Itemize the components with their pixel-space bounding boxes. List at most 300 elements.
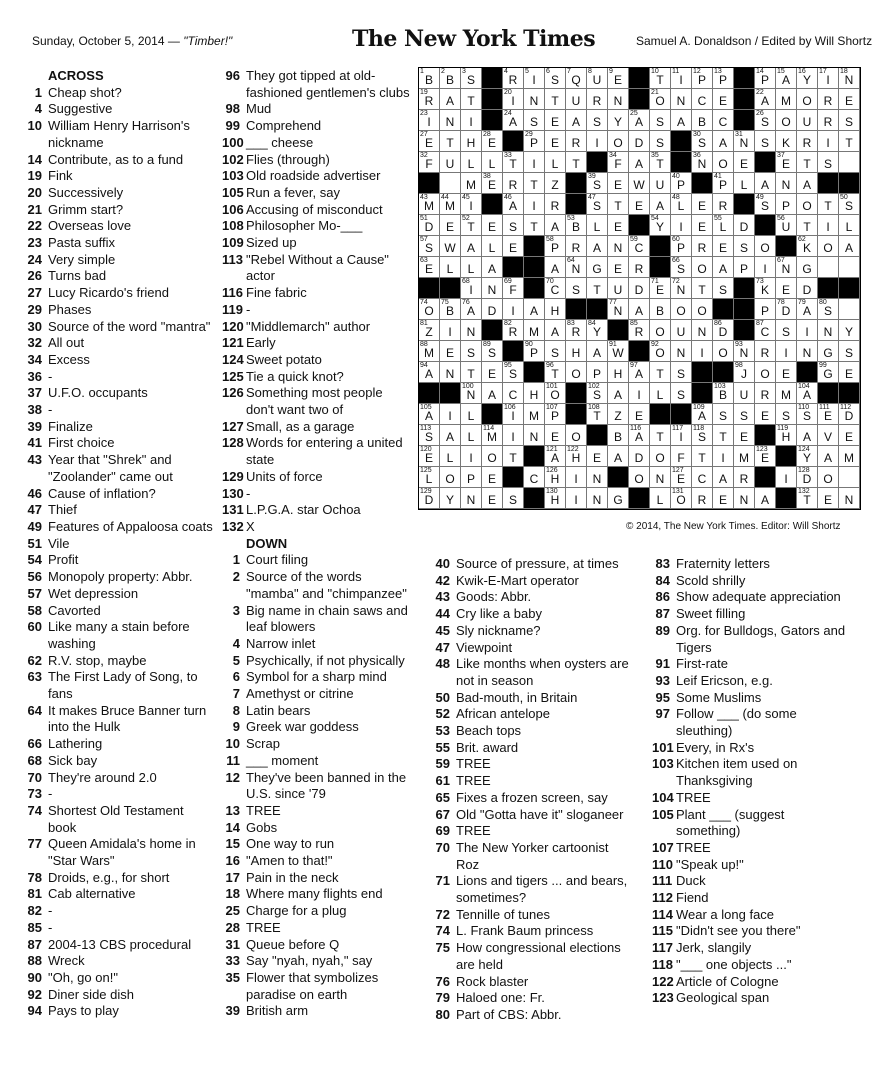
grid-cell[interactable] xyxy=(482,341,503,362)
grid-cell[interactable] xyxy=(608,404,629,425)
grid-cell[interactable] xyxy=(461,257,482,278)
grid-cell[interactable] xyxy=(482,446,503,467)
grid-cell[interactable] xyxy=(629,110,650,131)
grid-cell[interactable] xyxy=(482,257,503,278)
grid-cell[interactable] xyxy=(818,299,839,320)
grid-cell[interactable] xyxy=(692,194,713,215)
grid-cell[interactable] xyxy=(461,89,482,110)
grid-cell[interactable] xyxy=(524,467,545,488)
grid-cell[interactable] xyxy=(797,257,818,278)
grid-cell[interactable] xyxy=(629,299,650,320)
clue-item[interactable] xyxy=(24,836,214,869)
grid-cell[interactable] xyxy=(839,68,860,89)
grid-cell[interactable] xyxy=(524,215,545,236)
clue-item[interactable] xyxy=(652,589,852,606)
clue-item[interactable] xyxy=(652,974,852,991)
grid-cell[interactable] xyxy=(839,467,860,488)
grid-cell[interactable] xyxy=(440,152,461,173)
grid-cell[interactable] xyxy=(797,299,818,320)
grid-cell[interactable] xyxy=(671,215,692,236)
clue-item[interactable] xyxy=(652,940,852,957)
grid-cell[interactable] xyxy=(671,425,692,446)
clue-item[interactable] xyxy=(24,619,214,652)
grid-cell[interactable] xyxy=(713,89,734,110)
grid-cell[interactable] xyxy=(524,320,545,341)
grid-cell[interactable] xyxy=(524,173,545,194)
grid-cell[interactable] xyxy=(692,467,713,488)
clue-item[interactable] xyxy=(222,135,412,152)
grid-cell[interactable] xyxy=(482,215,503,236)
grid-cell[interactable] xyxy=(839,362,860,383)
grid-cell[interactable] xyxy=(818,131,839,152)
grid-cell[interactable] xyxy=(839,425,860,446)
clue-item[interactable] xyxy=(652,857,852,874)
grid-cell[interactable] xyxy=(797,467,818,488)
clue-item[interactable] xyxy=(24,402,214,419)
grid-cell[interactable] xyxy=(545,236,566,257)
clue-item[interactable] xyxy=(432,823,632,840)
grid-cell[interactable] xyxy=(587,446,608,467)
grid-cell[interactable] xyxy=(650,194,671,215)
grid-cell[interactable] xyxy=(692,89,713,110)
grid-cell[interactable] xyxy=(545,362,566,383)
grid-cell[interactable] xyxy=(461,383,482,404)
clue-item[interactable] xyxy=(432,623,632,640)
grid-cell[interactable] xyxy=(776,110,797,131)
clue-item[interactable] xyxy=(652,957,852,974)
grid-cell[interactable] xyxy=(545,131,566,152)
grid-cell[interactable] xyxy=(566,68,587,89)
grid-cell[interactable] xyxy=(524,68,545,89)
grid-cell[interactable] xyxy=(692,131,713,152)
grid-cell[interactable] xyxy=(503,236,524,257)
clue-item[interactable] xyxy=(652,623,852,656)
grid-cell[interactable] xyxy=(503,215,524,236)
grid-cell[interactable] xyxy=(671,488,692,509)
grid-cell[interactable] xyxy=(419,236,440,257)
grid-cell[interactable] xyxy=(629,257,650,278)
grid-cell[interactable] xyxy=(650,215,671,236)
grid-cell[interactable] xyxy=(776,320,797,341)
clue-item[interactable] xyxy=(24,101,214,118)
grid-cell[interactable] xyxy=(671,320,692,341)
grid-cell[interactable] xyxy=(461,110,482,131)
grid-cell[interactable] xyxy=(818,89,839,110)
grid-cell[interactable] xyxy=(650,425,671,446)
clue-item[interactable] xyxy=(222,168,412,185)
grid-cell[interactable] xyxy=(524,299,545,320)
grid-cell[interactable] xyxy=(818,257,839,278)
grid-cell[interactable] xyxy=(608,425,629,446)
grid-cell[interactable] xyxy=(440,425,461,446)
grid-cell[interactable] xyxy=(566,446,587,467)
grid-cell[interactable] xyxy=(776,299,797,320)
clue-item[interactable] xyxy=(24,770,214,787)
clue-item[interactable] xyxy=(222,469,412,486)
grid-cell[interactable] xyxy=(797,89,818,110)
grid-cell[interactable] xyxy=(713,404,734,425)
grid-cell[interactable] xyxy=(755,446,776,467)
clue-item[interactable] xyxy=(652,706,852,739)
grid-cell[interactable] xyxy=(650,488,671,509)
clue-item[interactable] xyxy=(24,603,214,620)
grid-cell[interactable] xyxy=(818,425,839,446)
grid-cell[interactable] xyxy=(692,236,713,257)
grid-cell[interactable] xyxy=(755,110,776,131)
grid-cell[interactable] xyxy=(608,215,629,236)
grid-cell[interactable] xyxy=(566,110,587,131)
grid-cell[interactable] xyxy=(713,488,734,509)
grid-cell[interactable] xyxy=(461,173,482,194)
grid-cell[interactable] xyxy=(818,362,839,383)
grid-cell[interactable] xyxy=(818,194,839,215)
grid-cell[interactable] xyxy=(839,446,860,467)
grid-cell[interactable] xyxy=(797,446,818,467)
grid-cell[interactable] xyxy=(608,278,629,299)
grid-cell[interactable] xyxy=(650,320,671,341)
grid-cell[interactable] xyxy=(503,404,524,425)
clue-item[interactable] xyxy=(24,369,214,386)
grid-cell[interactable] xyxy=(545,68,566,89)
clue-item[interactable] xyxy=(432,706,632,723)
clue-item[interactable] xyxy=(222,719,412,736)
grid-cell[interactable] xyxy=(650,110,671,131)
grid-cell[interactable] xyxy=(440,173,461,194)
clue-item[interactable] xyxy=(24,669,214,702)
grid-cell[interactable] xyxy=(671,110,692,131)
grid-cell[interactable] xyxy=(839,299,860,320)
grid-cell[interactable] xyxy=(629,383,650,404)
clue-item[interactable] xyxy=(222,903,412,920)
grid-cell[interactable] xyxy=(503,152,524,173)
grid-cell[interactable] xyxy=(713,446,734,467)
grid-cell[interactable] xyxy=(461,362,482,383)
grid-cell[interactable] xyxy=(419,131,440,152)
grid-cell[interactable] xyxy=(566,320,587,341)
grid-cell[interactable] xyxy=(797,194,818,215)
grid-cell[interactable] xyxy=(629,467,650,488)
grid-cell[interactable] xyxy=(524,110,545,131)
grid-cell[interactable] xyxy=(692,299,713,320)
clue-item[interactable] xyxy=(24,302,214,319)
grid-cell[interactable] xyxy=(524,131,545,152)
clue-item[interactable] xyxy=(222,937,412,954)
grid-cell[interactable] xyxy=(650,299,671,320)
grid-cell[interactable] xyxy=(797,173,818,194)
crossword-grid[interactable] xyxy=(418,67,861,510)
grid-cell[interactable] xyxy=(629,425,650,446)
grid-cell[interactable] xyxy=(671,173,692,194)
clue-item[interactable] xyxy=(222,385,412,418)
grid-cell[interactable] xyxy=(797,236,818,257)
grid-cell[interactable] xyxy=(713,68,734,89)
clue-item[interactable] xyxy=(24,502,214,519)
grid-cell[interactable] xyxy=(713,278,734,299)
grid-cell[interactable] xyxy=(545,425,566,446)
clue-item[interactable] xyxy=(24,552,214,569)
grid-cell[interactable] xyxy=(461,299,482,320)
clue-item[interactable] xyxy=(222,920,412,937)
grid-cell[interactable] xyxy=(503,446,524,467)
clue-item[interactable] xyxy=(222,319,412,336)
grid-cell[interactable] xyxy=(734,341,755,362)
grid-cell[interactable] xyxy=(713,194,734,215)
clue-item[interactable] xyxy=(24,202,214,219)
grid-cell[interactable] xyxy=(419,89,440,110)
grid-cell[interactable] xyxy=(629,278,650,299)
grid-cell[interactable] xyxy=(482,425,503,446)
grid-cell[interactable] xyxy=(797,215,818,236)
grid-cell[interactable] xyxy=(503,194,524,215)
grid-cell[interactable] xyxy=(818,404,839,425)
clue-item[interactable] xyxy=(222,669,412,686)
clue-item[interactable] xyxy=(222,1003,412,1020)
grid-cell[interactable] xyxy=(692,320,713,341)
grid-cell[interactable] xyxy=(755,404,776,425)
grid-cell[interactable] xyxy=(461,131,482,152)
grid-cell[interactable] xyxy=(566,341,587,362)
grid-cell[interactable] xyxy=(776,68,797,89)
clue-item[interactable] xyxy=(432,723,632,740)
clue-item[interactable] xyxy=(652,690,852,707)
grid-cell[interactable] xyxy=(482,152,503,173)
clue-item[interactable] xyxy=(24,235,214,252)
grid-cell[interactable] xyxy=(503,68,524,89)
grid-cell[interactable] xyxy=(629,446,650,467)
grid-cell[interactable] xyxy=(587,320,608,341)
clue-item[interactable] xyxy=(222,803,412,820)
clue-item[interactable] xyxy=(24,519,214,536)
grid-cell[interactable] xyxy=(587,257,608,278)
grid-cell[interactable] xyxy=(545,257,566,278)
grid-cell[interactable] xyxy=(440,110,461,131)
clue-item[interactable] xyxy=(24,419,214,436)
grid-cell[interactable] xyxy=(524,404,545,425)
grid-cell[interactable] xyxy=(755,173,776,194)
grid-cell[interactable] xyxy=(755,299,776,320)
clue-item[interactable] xyxy=(24,1003,214,1020)
grid-cell[interactable] xyxy=(671,194,692,215)
clue-item[interactable] xyxy=(432,807,632,824)
grid-cell[interactable] xyxy=(608,446,629,467)
grid-cell[interactable] xyxy=(587,110,608,131)
grid-cell[interactable] xyxy=(482,278,503,299)
clue-item[interactable] xyxy=(24,352,214,369)
grid-cell[interactable] xyxy=(482,383,503,404)
grid-cell[interactable] xyxy=(503,173,524,194)
clue-item[interactable] xyxy=(222,853,412,870)
grid-cell[interactable] xyxy=(713,320,734,341)
grid-cell[interactable] xyxy=(587,131,608,152)
grid-cell[interactable] xyxy=(692,404,713,425)
grid-cell[interactable] xyxy=(566,278,587,299)
grid-cell[interactable] xyxy=(797,383,818,404)
grid-cell[interactable] xyxy=(587,194,608,215)
clue-item[interactable] xyxy=(652,606,852,623)
clue-item[interactable] xyxy=(222,419,412,436)
clue-item[interactable] xyxy=(222,118,412,135)
clue-item[interactable] xyxy=(432,656,632,689)
grid-cell[interactable] xyxy=(755,194,776,215)
clue-item[interactable] xyxy=(222,753,412,770)
grid-cell[interactable] xyxy=(671,257,692,278)
clue-item[interactable] xyxy=(222,970,412,1003)
clue-item[interactable] xyxy=(222,335,412,352)
clue-item[interactable] xyxy=(24,870,214,887)
grid-cell[interactable] xyxy=(419,68,440,89)
clue-item[interactable] xyxy=(24,786,214,803)
clue-item[interactable] xyxy=(24,586,214,603)
grid-cell[interactable] xyxy=(797,320,818,341)
grid-cell[interactable] xyxy=(650,278,671,299)
clue-item[interactable] xyxy=(222,252,412,285)
grid-cell[interactable] xyxy=(650,131,671,152)
grid-cell[interactable] xyxy=(776,257,797,278)
grid-cell[interactable] xyxy=(440,194,461,215)
grid-cell[interactable] xyxy=(776,383,797,404)
clue-item[interactable] xyxy=(24,569,214,586)
clue-item[interactable] xyxy=(24,385,214,402)
grid-cell[interactable] xyxy=(734,215,755,236)
grid-cell[interactable] xyxy=(776,152,797,173)
grid-cell[interactable] xyxy=(545,383,566,404)
grid-cell[interactable] xyxy=(566,488,587,509)
grid-cell[interactable] xyxy=(797,131,818,152)
clue-item[interactable] xyxy=(222,603,412,636)
clue-item[interactable] xyxy=(652,840,852,857)
clue-item[interactable] xyxy=(432,873,632,906)
grid-cell[interactable] xyxy=(608,383,629,404)
clue-item[interactable] xyxy=(24,653,214,670)
grid-cell[interactable] xyxy=(713,131,734,152)
grid-cell[interactable] xyxy=(671,467,692,488)
grid-cell[interactable] xyxy=(419,488,440,509)
grid-cell[interactable] xyxy=(650,173,671,194)
grid-cell[interactable] xyxy=(629,236,650,257)
grid-cell[interactable] xyxy=(566,425,587,446)
grid-cell[interactable] xyxy=(650,68,671,89)
grid-cell[interactable] xyxy=(524,341,545,362)
grid-cell[interactable] xyxy=(755,278,776,299)
grid-cell[interactable] xyxy=(734,152,755,173)
clue-item[interactable] xyxy=(222,185,412,202)
clue-item[interactable] xyxy=(24,452,214,485)
grid-cell[interactable] xyxy=(839,236,860,257)
grid-cell[interactable] xyxy=(776,362,797,383)
clue-item[interactable] xyxy=(24,920,214,937)
grid-cell[interactable] xyxy=(503,362,524,383)
grid-cell[interactable] xyxy=(587,89,608,110)
grid-cell[interactable] xyxy=(713,467,734,488)
grid-cell[interactable] xyxy=(671,446,692,467)
grid-cell[interactable] xyxy=(797,341,818,362)
grid-cell[interactable] xyxy=(797,110,818,131)
clue-item[interactable] xyxy=(652,807,852,840)
grid-cell[interactable] xyxy=(671,362,692,383)
grid-cell[interactable] xyxy=(545,488,566,509)
grid-cell[interactable] xyxy=(608,110,629,131)
clue-item[interactable] xyxy=(24,886,214,903)
grid-cell[interactable] xyxy=(482,173,503,194)
clue-item[interactable] xyxy=(432,556,632,573)
clue-item[interactable] xyxy=(24,335,214,352)
clue-item[interactable] xyxy=(24,185,214,202)
grid-cell[interactable] xyxy=(713,215,734,236)
grid-cell[interactable] xyxy=(629,404,650,425)
clue-item[interactable] xyxy=(222,686,412,703)
clue-item[interactable] xyxy=(24,987,214,1004)
grid-cell[interactable] xyxy=(629,320,650,341)
grid-cell[interactable] xyxy=(461,467,482,488)
grid-cell[interactable] xyxy=(797,152,818,173)
grid-cell[interactable] xyxy=(818,467,839,488)
clue-item[interactable] xyxy=(222,502,412,519)
grid-cell[interactable] xyxy=(440,404,461,425)
grid-cell[interactable] xyxy=(461,341,482,362)
grid-cell[interactable] xyxy=(755,341,776,362)
clue-item[interactable] xyxy=(24,970,214,987)
grid-cell[interactable] xyxy=(818,341,839,362)
clue-item[interactable] xyxy=(652,923,852,940)
grid-cell[interactable] xyxy=(461,68,482,89)
clue-item[interactable] xyxy=(222,770,412,803)
grid-cell[interactable] xyxy=(545,320,566,341)
grid-cell[interactable] xyxy=(839,194,860,215)
clue-item[interactable] xyxy=(652,890,852,907)
grid-cell[interactable] xyxy=(440,131,461,152)
grid-cell[interactable] xyxy=(587,68,608,89)
grid-cell[interactable] xyxy=(713,110,734,131)
clue-item[interactable] xyxy=(222,569,412,602)
clue-item[interactable] xyxy=(432,923,632,940)
grid-cell[interactable] xyxy=(797,68,818,89)
clue-item[interactable] xyxy=(652,673,852,690)
clue-item[interactable] xyxy=(652,656,852,673)
clue-item[interactable] xyxy=(222,653,412,670)
clue-item[interactable] xyxy=(222,152,412,169)
grid-cell[interactable] xyxy=(734,425,755,446)
clue-item[interactable] xyxy=(24,268,214,285)
grid-cell[interactable] xyxy=(650,467,671,488)
grid-cell[interactable] xyxy=(545,194,566,215)
grid-cell[interactable] xyxy=(440,320,461,341)
grid-cell[interactable] xyxy=(797,488,818,509)
clue-item[interactable] xyxy=(432,907,632,924)
grid-cell[interactable] xyxy=(776,341,797,362)
clue-item[interactable] xyxy=(24,803,214,836)
grid-cell[interactable] xyxy=(671,383,692,404)
grid-cell[interactable] xyxy=(461,425,482,446)
grid-cell[interactable] xyxy=(734,404,755,425)
grid-cell[interactable] xyxy=(545,299,566,320)
grid-cell[interactable] xyxy=(692,68,713,89)
grid-cell[interactable] xyxy=(587,173,608,194)
grid-cell[interactable] xyxy=(419,152,440,173)
grid-cell[interactable] xyxy=(671,89,692,110)
clue-item[interactable] xyxy=(24,218,214,235)
grid-cell[interactable] xyxy=(440,215,461,236)
clue-item[interactable] xyxy=(222,218,412,235)
grid-cell[interactable] xyxy=(797,425,818,446)
clue-item[interactable] xyxy=(222,202,412,219)
grid-cell[interactable] xyxy=(461,236,482,257)
grid-cell[interactable] xyxy=(818,68,839,89)
clue-item[interactable] xyxy=(222,953,412,970)
grid-cell[interactable] xyxy=(503,110,524,131)
grid-cell[interactable] xyxy=(839,257,860,278)
clue-item[interactable] xyxy=(652,573,852,590)
grid-cell[interactable] xyxy=(629,194,650,215)
